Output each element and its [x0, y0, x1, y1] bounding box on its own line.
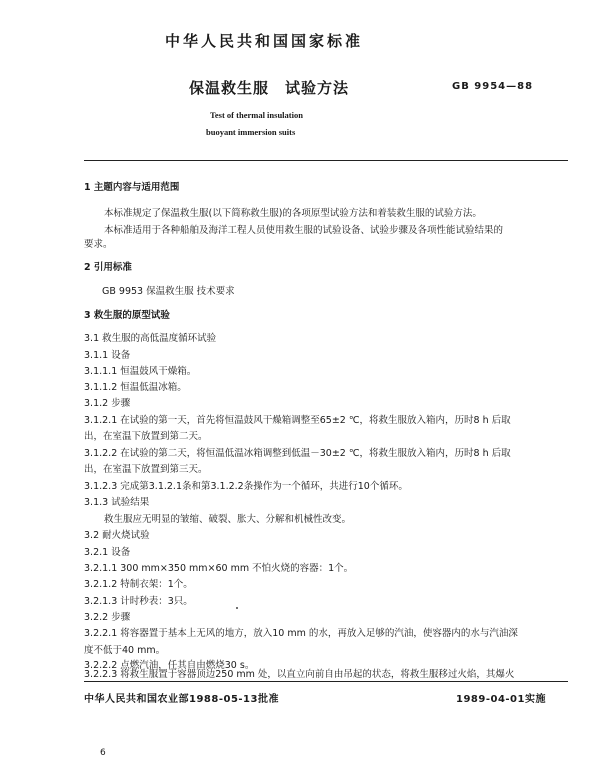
clause-3-2-2-1: 3.2.2.1 将容器置于基本上无风的地方，放入10 mm 的水，再放入足够的汽油，使容器内的水与汽油深: [84, 628, 518, 639]
standard-heading: 中华人民共和国国家标准: [165, 32, 364, 50]
clause-3-1-2-3: 3.1.2.3 完成第3.1.2.1条和第3.1.2.2条操作为一个循环，共进行10个循环。: [84, 481, 408, 492]
clause-3-2-1-2: 3.2.1.2 特制衣架：1个。: [84, 579, 193, 590]
english-title-line-1: Test of thermal insulation: [210, 110, 303, 120]
clause-3-1: 3.1 救生服的高低温度循环试验: [84, 333, 217, 344]
clause-3-2: 3.2 耐火烧试验: [84, 530, 150, 541]
clause-3-2-2: 3.2.2 步骤: [84, 612, 131, 623]
page-number: 6: [100, 748, 106, 758]
clause-3-1-1-1: 3.1.1.1 恒温鼓风干燥箱。: [84, 366, 197, 377]
clause-3-2-2-1-cont: 度不低于40 mm。: [84, 645, 166, 656]
section-3-heading: 3 救生服的原型试验: [84, 310, 170, 321]
clause-3-1-1-2: 3.1.1.2 恒温低温冰箱。: [84, 382, 187, 393]
title-part-1: 保温救生服: [189, 79, 270, 97]
clause-3-2-2-2: 3.2.2.2 点燃汽油，任其自由燃烧30 s。: [84, 660, 255, 671]
section-1-paragraph-2: 本标准适用于各种船舶及海洋工程人员使用救生服的试验设备、试验步骤及各项性能试验结果的: [104, 225, 504, 236]
header-divider: [84, 160, 568, 161]
standard-code: GB 9954—88: [452, 81, 534, 92]
approval-note: 中华人民共和国农业部1988-05-13批准: [84, 694, 279, 705]
clause-3-1-3: 3.1.3 试验结果: [84, 497, 150, 508]
implementation-date: 1989-04-01实施: [456, 694, 546, 705]
document-title: [189, 77, 349, 98]
clause-3-1-2: 3.1.2 步骤: [84, 398, 131, 409]
clause-3-2-1-1: 3.2.1.1 300 mm×350 mm×60 mm 不怕火烧的容器：1个。: [84, 563, 354, 574]
clause-3-1-2-1-cont: 出，在室温下放置到第二天。: [84, 431, 208, 442]
clause-3-2-1-3: 3.2.1.3 计时秒表：3只。: [84, 596, 193, 607]
clause-3-1-1: 3.1.1 设备: [84, 350, 131, 361]
section-2-heading: 2 引用标准: [84, 262, 132, 273]
english-title-line-2: buoyant immersion suits: [206, 127, 296, 137]
clause-3-1-2-1: 3.1.2.1 在试验的第一天，首先将恒温鼓风干燥箱调整至65±2 ℃，将救生服放入箱内，历时8 h 后取: [84, 415, 511, 426]
clause-3-2-2-3: 3.2.2.3 将救生服置于容器顶边250 mm 处，以直立向前自由吊起的状态，将救生服移过火焰，其爆火: [84, 669, 515, 680]
section-1-paragraph-1: 本标准规定了保温救生服(以下简称救生服)的各项原型试验方法和着装救生服的试验方法。: [104, 208, 482, 219]
title-part-2: 试验方法: [285, 79, 350, 97]
clause-3-1-3-result: 救生服应无明显的皱缩、破裂、胀大、分解和机械性改变。: [104, 514, 352, 525]
clause-3-1-2-2-cont: 出，在室温下放置到第三天。: [84, 464, 208, 475]
footer-divider: [84, 681, 568, 682]
scan-speck: [236, 607, 238, 609]
clause-3-1-2-2: 3.1.2.2 在试验的第二天，将恒温低温冰箱调整到低温－30±2 ℃，将救生服放入箱内，历时8 h 后取: [84, 448, 511, 459]
section-1-paragraph-2-cont: 要求。: [84, 239, 113, 250]
clause-3-2-1: 3.2.1 设备: [84, 547, 131, 558]
section-1-heading: 1 主题内容与适用范围: [84, 182, 180, 193]
section-2-reference: GB 9953 保温救生服 技术要求: [102, 286, 235, 297]
